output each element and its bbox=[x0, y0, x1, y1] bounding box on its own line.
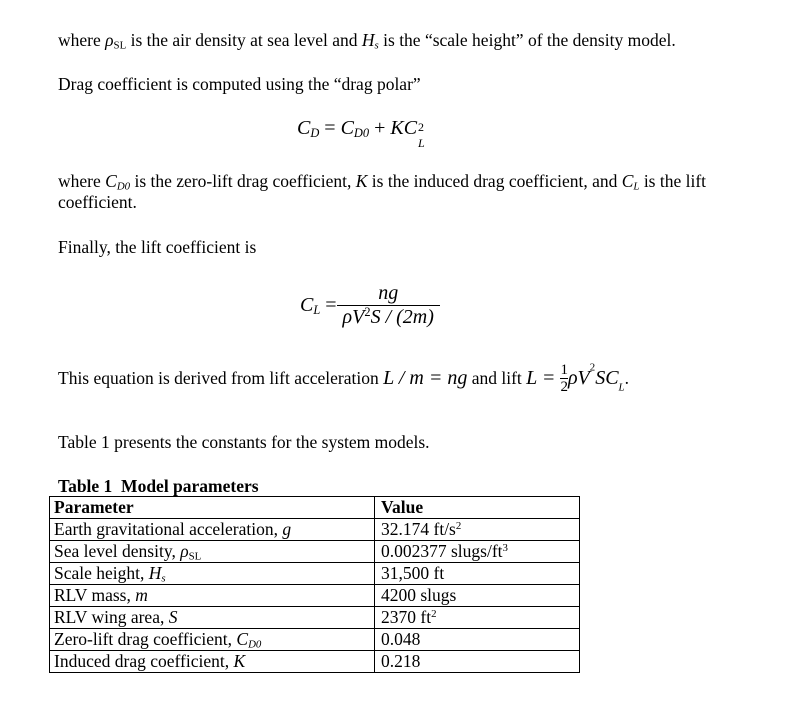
para3-text-c: is the induced drag coefficient, and bbox=[367, 171, 622, 191]
equation-lift-coefficient bbox=[300, 282, 440, 329]
table-header-row bbox=[50, 497, 580, 519]
row-label: Scale height, bbox=[54, 563, 149, 583]
eq2-den-rest: S / (2m) bbox=[370, 306, 434, 328]
row-label: RLV mass, bbox=[54, 585, 136, 605]
eq2-denominator bbox=[337, 305, 440, 329]
para3-cl-sub: L bbox=[633, 180, 640, 193]
para3-cd0: C bbox=[105, 171, 117, 191]
para5-half-den: 2 bbox=[560, 379, 568, 395]
row-symbol: K bbox=[233, 651, 246, 671]
eq2-den-rho: ρV bbox=[342, 306, 365, 328]
para3-cl: C bbox=[621, 171, 634, 191]
table-row bbox=[50, 519, 580, 541]
table-row bbox=[50, 607, 580, 629]
para5-expr2-sub-text: L bbox=[618, 381, 625, 394]
para5-text-b: and lift bbox=[467, 368, 527, 388]
table-caption: Table 1 Model parameters bbox=[58, 476, 259, 496]
para5-expr1: L / m = ng bbox=[383, 367, 468, 389]
table-row bbox=[50, 629, 580, 651]
row-value: 0.218 bbox=[381, 651, 421, 671]
paragraph-lift-intro: Finally, the lift coefficient is bbox=[58, 237, 257, 257]
table-row bbox=[50, 563, 580, 585]
paragraph-drag-polar-intro: Drag coefficient is computed using the “drag polar” bbox=[58, 74, 421, 94]
row-value: 0.002377 slugs/ft bbox=[381, 541, 503, 561]
row-symbol: C bbox=[236, 629, 249, 649]
symbol-h: H bbox=[361, 30, 375, 50]
table-row bbox=[50, 585, 580, 607]
eq1-cd0: C bbox=[340, 117, 354, 139]
eq1-equals: = bbox=[319, 117, 341, 139]
row-value: 4200 slugs bbox=[381, 585, 457, 605]
row-symbol-sub: s bbox=[161, 572, 166, 585]
symbol-h-subscript: s bbox=[374, 39, 379, 52]
eq1-kcl: KC bbox=[390, 117, 418, 139]
para1-text-b: is the air density at sea level and bbox=[126, 30, 362, 50]
eq1-cd0-sub: D0 bbox=[353, 126, 370, 141]
para3-k: K bbox=[355, 171, 368, 191]
eq2-cl: C bbox=[300, 294, 314, 316]
para3-cd0-sub: D0 bbox=[116, 180, 131, 193]
eq1-cl-sup: 2 bbox=[418, 120, 425, 134]
row-symbol: g bbox=[282, 519, 292, 539]
row-value-sup: 2 bbox=[431, 608, 437, 621]
eq1-cl-sub: L bbox=[418, 136, 425, 150]
para1-text-a: where bbox=[58, 30, 106, 50]
paragraph-coefficient-definitions bbox=[58, 171, 706, 192]
para5-expr2a: L = bbox=[526, 367, 561, 389]
row-symbol: m bbox=[135, 585, 148, 605]
eq1-plus: + bbox=[369, 117, 391, 139]
para1-text-c: is the “scale height” of the density model. bbox=[378, 30, 676, 50]
row-label: Sea level density, bbox=[54, 541, 181, 561]
paragraph-table-intro: Table 1 presents the constants for the system models. bbox=[58, 432, 430, 452]
row-value: 2370 ft bbox=[381, 607, 432, 627]
para5-end: . bbox=[624, 368, 629, 388]
para3-text-a: where bbox=[58, 171, 106, 191]
paragraph-density-definition bbox=[58, 30, 676, 51]
row-symbol-sub: D0 bbox=[248, 638, 262, 651]
header-value: Value bbox=[375, 497, 580, 519]
para5-half-fraction bbox=[560, 362, 568, 395]
row-label: RLV wing area, bbox=[54, 607, 169, 627]
para5-expr2b: ρV bbox=[567, 367, 590, 389]
row-value: 0.048 bbox=[381, 629, 421, 649]
eq2-fraction bbox=[337, 282, 440, 329]
equation-drag-polar bbox=[297, 117, 427, 150]
row-value-sup: 3 bbox=[502, 542, 508, 555]
row-value: 32.174 ft/s bbox=[381, 519, 456, 539]
row-label: Zero-lift drag coefficient, bbox=[54, 629, 237, 649]
para5-half-num: 1 bbox=[560, 362, 568, 378]
row-symbol: H bbox=[148, 563, 162, 583]
row-label: Earth gravitational acceleration, bbox=[54, 519, 283, 539]
para3-text-b: is the zero-lift drag coefficient, bbox=[130, 171, 356, 191]
row-value-sup: 2 bbox=[455, 520, 462, 533]
para5-expr2-sup: 2 bbox=[589, 361, 596, 374]
row-symbol-sub: SL bbox=[188, 550, 202, 563]
model-parameters-table bbox=[49, 496, 580, 673]
table-row bbox=[50, 541, 580, 563]
eq2-cl-sub: L bbox=[313, 303, 321, 318]
row-symbol: ρ bbox=[180, 541, 189, 561]
row-value: 31,500 ft bbox=[381, 563, 445, 583]
symbol-rho-subscript: SL bbox=[113, 39, 127, 52]
eq1-cd: C bbox=[297, 117, 311, 139]
table-row bbox=[50, 651, 580, 673]
para3-text-d: is the lift bbox=[639, 171, 707, 191]
symbol-rho: ρ bbox=[105, 30, 114, 50]
row-symbol: S bbox=[168, 607, 178, 627]
header-parameter: Parameter bbox=[50, 497, 375, 519]
eq2-numerator: ng bbox=[378, 282, 399, 304]
para5-text-a: This equation is derived from lift acceleration bbox=[58, 368, 384, 388]
eq2-den-sup: 2 bbox=[364, 305, 371, 320]
eq1-cd-sub: D bbox=[310, 126, 320, 141]
paragraph-coefficient-line2: coefficient. bbox=[58, 192, 137, 212]
paragraph-lift-derivation bbox=[58, 362, 629, 395]
para5-expr2c: SC bbox=[595, 367, 619, 389]
eq2-equals: = bbox=[320, 294, 337, 316]
row-label: Induced drag coefficient, bbox=[54, 651, 234, 671]
